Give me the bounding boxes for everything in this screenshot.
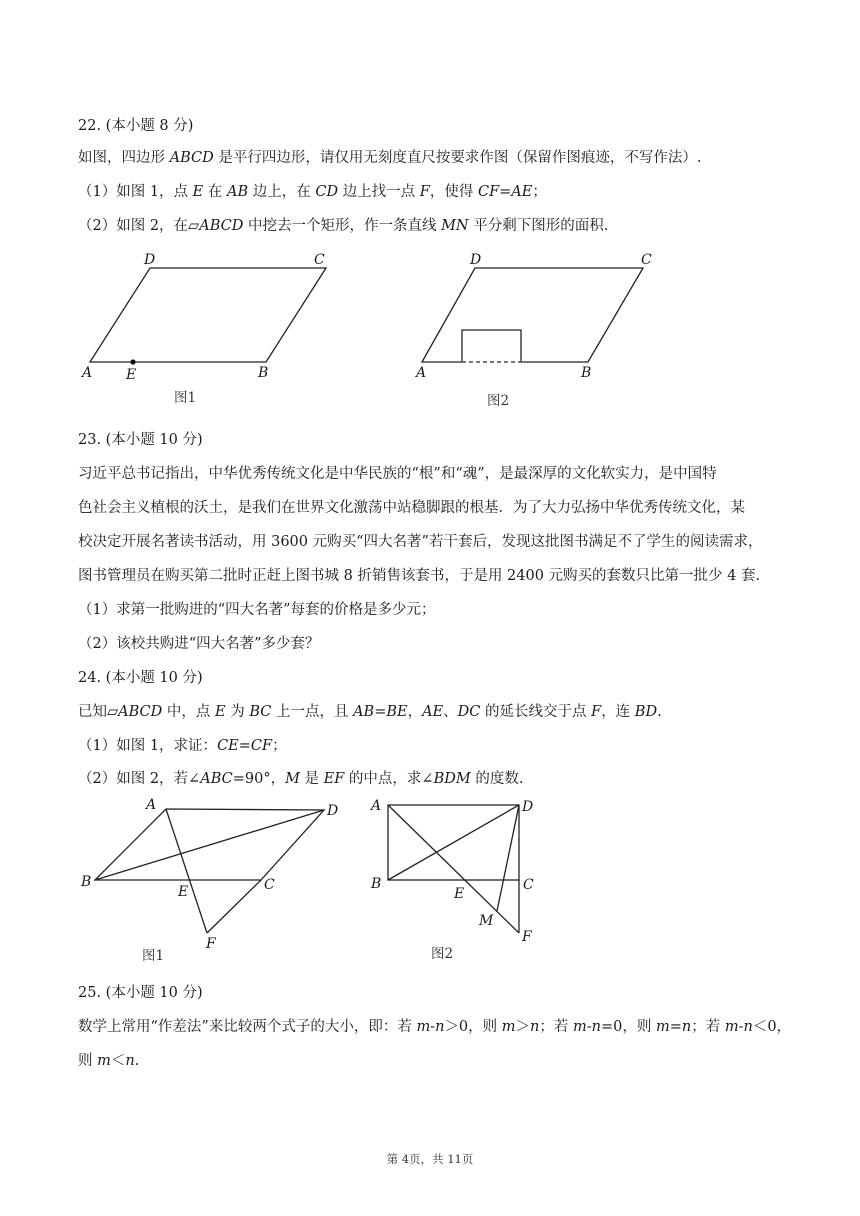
label-e: E: [126, 367, 137, 383]
label-e: E: [178, 884, 189, 900]
label-m: M: [479, 913, 494, 929]
label-c: C: [264, 877, 275, 893]
label-c: C: [314, 252, 325, 268]
label-d: D: [144, 252, 156, 268]
q23-text-line-1: 习近平总书记指出，中华优秀传统文化是中华民族的“根”和“魂”，是最深厚的文化软实力，是中国特: [78, 466, 717, 482]
q22-part2: （2）如图 2，在▱ABCD 中挖去一个矩形，作一条直线 MN 平分剩下图形的面积.: [78, 218, 609, 234]
q25-text-line-1: 数学上常用“作差法”来比较两个式子的大小，即：若 m-n＞0，则 m＞n；若 m-n=0，则 m=n；若 m-n＜0，: [78, 1019, 792, 1035]
parallelogram-abcd: [90, 268, 326, 362]
q23-text-line-3: 校决定开展名著读书活动，用 3600 元购买“四大名著”若干套后，发现这批图书满足不了学生的阅读需求，: [78, 534, 763, 550]
q23-part1: （1）求第一批购进的“四大名著”每套的价格是多少元；: [78, 602, 436, 618]
q22-header: 22. (本小题 8 分): [78, 118, 194, 134]
label-d: D: [470, 252, 482, 268]
figure-caption: 图2: [431, 946, 454, 962]
label-d: D: [327, 803, 339, 819]
label-e: E: [454, 886, 465, 902]
segment-cf: [207, 880, 261, 933]
q24-part1: （1）如图 1，求证：CE=CF；: [78, 738, 287, 754]
point-e: [130, 359, 135, 364]
q24-intro: 已知▱ABCD 中，点 E 为 BC 上一点，且 AB=BE，AE、DC 的延长线交于点 F，连 BD.: [78, 704, 662, 720]
page-footer: 第 4页，共 11页: [386, 1152, 474, 1166]
q25-text-line-2: 则 m＜n.: [78, 1053, 140, 1069]
label-b: B: [581, 365, 592, 381]
q24-part2: （2）如图 2，若∠ABC=90°，M 是 EF 的中点，求∠BDM 的度数.: [78, 771, 524, 787]
label-f: F: [206, 936, 216, 952]
label-b: B: [258, 365, 269, 381]
q23-text-line-4: 图书管理员在购买第二批时正赶上图书城 8 折销售该套书，于是用 2400 元购买的套数只比第一批少 4 套.: [78, 568, 761, 584]
q23-text-line-2: 色社会主义植根的沃土，是我们在世界文化激荡中站稳脚跟的根基．为了大力弘扬中华优秀传统文化，某: [78, 500, 745, 516]
figure-caption: 图2: [487, 393, 510, 409]
label-a: A: [82, 365, 93, 381]
q25-header: 25. (本小题 10 分): [78, 985, 203, 1001]
q23-part2: （2）该校共购进“四大名著”多少套？: [78, 636, 320, 652]
parallelogram-abcd: [422, 268, 643, 362]
q24-figure-1: [75, 795, 355, 970]
q23-header: 23. (本小题 10 分): [78, 432, 203, 448]
removed-rectangle: [462, 330, 521, 362]
figure-caption: 图1: [142, 948, 165, 964]
label-d: D: [522, 799, 534, 815]
q22-figure-2: [410, 245, 670, 415]
label-a: A: [146, 797, 157, 813]
label-a: A: [371, 798, 382, 814]
label-f: F: [522, 929, 532, 945]
q22-figure-1: [70, 245, 350, 410]
label-c: C: [641, 252, 652, 268]
q24-figure-2: [365, 795, 565, 970]
segment-dm: [497, 805, 519, 911]
figure-caption: 图1: [174, 390, 197, 406]
q24-header: 24. (本小题 10 分): [78, 670, 203, 686]
label-b: B: [371, 876, 382, 892]
label-c: C: [523, 877, 534, 893]
label-b: B: [81, 874, 92, 890]
q22-part1: （1）如图 1，点 E 在 AB 边上，在 CD 边上找一点 F，使得 CF=AE；: [78, 184, 547, 200]
segment-af: [166, 809, 207, 933]
q22-intro: 如图，四边形 ABCD 是平行四边形，请仅用无刻度直尺按要求作图（保留作图痕迹，不写作法）.: [78, 150, 702, 166]
label-a: A: [416, 365, 427, 381]
